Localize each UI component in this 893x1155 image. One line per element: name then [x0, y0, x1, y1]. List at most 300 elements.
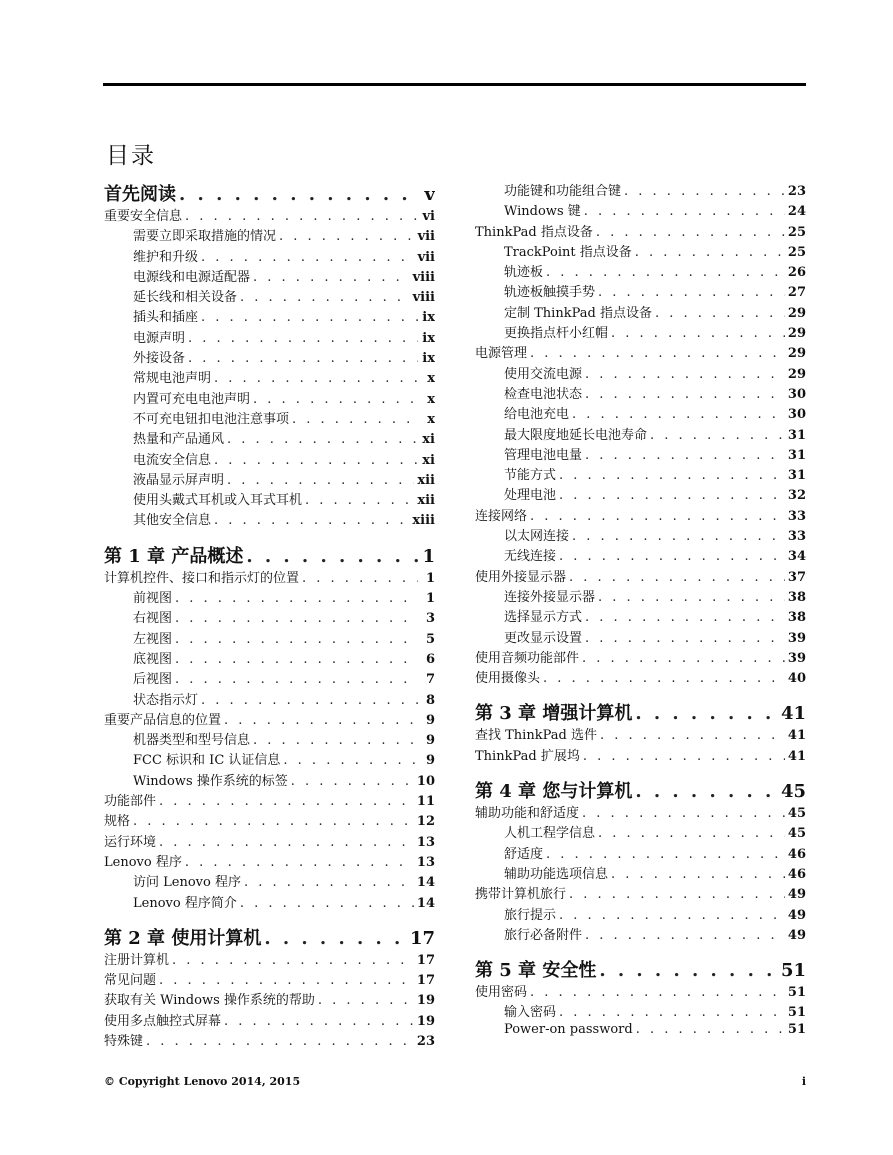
toc-entry-page: x: [427, 411, 435, 427]
toc-entry-page: 12: [416, 814, 435, 830]
toc-entry-title: 使用摄像头: [475, 671, 541, 687]
toc-entry[interactable]: [104, 871, 435, 891]
toc-entry-title: 第 1 章 产品概述: [104, 545, 244, 567]
toc-chapter-entry[interactable]: [104, 924, 435, 949]
toc-entry[interactable]: [104, 607, 435, 627]
dot-leader: [530, 985, 785, 1000]
toc-entry[interactable]: [104, 831, 435, 851]
toc-entry-page: xii: [417, 493, 435, 509]
dot-leader: [240, 290, 410, 305]
toc-entry-page: 31: [787, 447, 806, 463]
toc-entry-title: 右视图: [133, 611, 173, 627]
toc-entry-page: 40: [787, 671, 806, 687]
toc-entry[interactable]: [104, 587, 435, 607]
toc-entry[interactable]: [475, 281, 806, 301]
toc-entry[interactable]: [104, 969, 435, 989]
dot-leader: [188, 331, 418, 346]
dot-leader: [185, 209, 418, 224]
toc-entry-page: 46: [787, 866, 806, 882]
toc-entry-page: 46: [787, 846, 806, 862]
toc-entry-title: 电流安全信息: [133, 452, 212, 468]
dot-leader: [530, 346, 785, 361]
toc-entry-title: 辅助功能和舒适度: [475, 806, 580, 822]
toc-entry[interactable]: [475, 667, 806, 687]
toc-entry-title: 选择显示方式: [504, 610, 583, 626]
toc-entry-title: ThinkPad 扩展坞: [475, 748, 580, 764]
toc-entry[interactable]: [104, 729, 435, 749]
toc-entry[interactable]: [104, 892, 435, 912]
toc-entry[interactable]: [104, 989, 435, 1009]
toc-entry[interactable]: [475, 342, 806, 362]
toc-entry[interactable]: [104, 949, 435, 969]
dot-leader: [175, 672, 418, 687]
toc-entry-page: vii: [417, 229, 435, 245]
dot-leader: [559, 549, 785, 564]
toc-entry-page: 37: [787, 569, 806, 585]
toc-entry-title: 使用多点触控式屏幕: [104, 1013, 222, 1029]
toc-entry-title: 更换指点杆小红帽: [504, 326, 609, 342]
toc-entry-page: 9: [425, 733, 435, 749]
toc-entry[interactable]: [104, 225, 435, 245]
dot-leader: [175, 611, 418, 626]
toc-entry-page: 19: [416, 993, 435, 1009]
toc-entry-title: 外接设备: [133, 351, 186, 367]
dot-leader: [227, 432, 418, 447]
toc-entry-page: 30: [787, 386, 806, 402]
dot-leader: [253, 733, 418, 748]
toc-entry[interactable]: [104, 306, 435, 326]
dot-leader: [264, 928, 407, 949]
toc-entry-page: 1: [425, 570, 435, 586]
toc-entry-page: ix: [422, 310, 435, 326]
toc-entry[interactable]: [475, 1001, 806, 1021]
dot-leader: [635, 703, 778, 724]
toc-entry[interactable]: [104, 668, 435, 688]
toc-entry[interactable]: [475, 383, 806, 403]
toc-entry[interactable]: [475, 904, 806, 924]
toc-entry-title: 左视图: [133, 631, 173, 647]
toc-entry-title: 不可充电钮扣电池注意事项: [133, 411, 290, 427]
dot-leader: [585, 448, 785, 463]
toc-entry-page: 39: [787, 650, 806, 666]
toc-entry-title: 获取有关 Windows 操作系统的帮助: [104, 993, 315, 1009]
dot-leader: [582, 651, 785, 666]
toc-entry-page: 13: [416, 834, 435, 850]
toc-entry[interactable]: [475, 363, 806, 383]
dot-leader: [598, 590, 785, 605]
dot-leader: [201, 250, 415, 265]
dot-leader: [585, 631, 785, 646]
toc-entry[interactable]: [104, 246, 435, 266]
toc-entry-title: TrackPoint 指点设备: [504, 244, 632, 260]
toc-entry-title: Lenovo 程序: [104, 854, 182, 870]
toc-entry[interactable]: [475, 566, 806, 586]
toc-entry[interactable]: [104, 648, 435, 668]
toc-entry-page: 45: [780, 781, 806, 803]
dot-leader: [600, 728, 785, 743]
toc-entry-page: 8: [425, 692, 435, 708]
dot-leader: [291, 774, 414, 789]
toc-chapter-entry[interactable]: [475, 956, 806, 981]
dot-leader: [569, 570, 785, 585]
dot-leader: [179, 184, 418, 205]
toc-entry-title: 舒适度: [504, 846, 544, 862]
toc-entry-title: 需要立即采取措施的情况: [133, 229, 277, 245]
dot-leader: [585, 367, 785, 382]
dot-leader: [175, 632, 418, 647]
dot-leader: [305, 493, 414, 508]
toc-entry-page: 29: [787, 346, 806, 362]
toc-entry-page: 25: [787, 244, 806, 260]
page-title: 目录: [106, 143, 156, 170]
toc-entry-title: 状态指示灯: [133, 692, 199, 708]
toc-entry-title: 轨迹板触摸手势: [504, 285, 596, 301]
toc-entry-page: 23: [787, 184, 806, 199]
toc-entry[interactable]: [104, 347, 435, 367]
toc-entry-page: 38: [787, 610, 806, 626]
dot-leader: [572, 529, 785, 544]
toc-entry-title: 连接外接显示器: [504, 589, 596, 605]
dot-leader: [584, 204, 785, 219]
toc-entry[interactable]: [104, 367, 435, 387]
toc-entry-title: 旅行提示: [504, 907, 557, 923]
dot-leader: [224, 1014, 414, 1029]
toc-entry-title: 规格: [104, 814, 131, 830]
toc-entry-title: 电源线和电源适配器: [133, 269, 251, 285]
toc-entry[interactable]: [475, 1022, 806, 1042]
toc-entry-title: 以太网连接: [504, 529, 570, 545]
toc-entry[interactable]: [104, 709, 435, 729]
dot-leader: [214, 513, 409, 528]
toc-entry[interactable]: [475, 484, 806, 504]
toc-entry[interactable]: [475, 241, 806, 261]
toc-entry-page: 39: [787, 630, 806, 646]
toc-entry[interactable]: [475, 200, 806, 220]
toc-entry-title: 特殊键: [104, 1033, 144, 1049]
toc-entry-page: 51: [787, 985, 806, 1001]
toc-entry-page: ix: [422, 351, 435, 367]
toc-entry-page: 24: [787, 204, 806, 220]
toc-entry[interactable]: [104, 851, 435, 871]
dot-leader: [159, 835, 414, 850]
dot-leader: [559, 908, 785, 923]
toc-entry-page: 1: [425, 591, 435, 607]
toc-entry[interactable]: [475, 221, 806, 241]
toc-chapter-entry[interactable]: [104, 542, 435, 567]
toc-entry-title: 功能部件: [104, 794, 157, 810]
toc-entry-page: 5: [425, 631, 435, 647]
toc-entry[interactable]: [104, 810, 435, 830]
toc-chapter-entry[interactable]: [104, 180, 435, 205]
toc-entry[interactable]: [104, 449, 435, 469]
toc-entry[interactable]: [104, 327, 435, 347]
dot-leader: [585, 610, 785, 625]
toc-entry-page: 33: [787, 508, 806, 524]
dot-leader: [146, 1034, 414, 1049]
dot-leader: [172, 953, 414, 968]
toc-entry-title: Lenovo 程序简介: [133, 895, 237, 911]
toc-entry[interactable]: [104, 628, 435, 648]
toc-entry-page: 45: [787, 826, 806, 842]
dot-leader: [635, 245, 785, 260]
toc-entry-title: 连接网络: [475, 508, 528, 524]
toc-entry-page: 51: [780, 960, 806, 982]
toc-entry-title: 其他安全信息: [133, 513, 212, 529]
toc-entry-page: 19: [416, 1013, 435, 1029]
dot-leader: [253, 270, 410, 285]
dot-leader: [214, 453, 418, 468]
toc-entry-title: 使用密码: [475, 985, 528, 1001]
toc-entry-title: 轨迹板: [504, 265, 544, 281]
toc-entry[interactable]: [475, 822, 806, 842]
toc-entry-page: 51: [787, 1005, 806, 1021]
toc-entry-page: 41: [787, 728, 806, 744]
header-rule: [103, 83, 806, 86]
toc-entry[interactable]: [475, 883, 806, 903]
toc-entry[interactable]: [104, 770, 435, 790]
toc-entry[interactable]: [104, 489, 435, 509]
toc-entry[interactable]: [104, 1010, 435, 1030]
toc-entry-page: 38: [787, 589, 806, 605]
toc-entry-title: 维护和升级: [133, 249, 199, 265]
toc-entry[interactable]: [475, 424, 806, 444]
toc-entry-page: 31: [787, 468, 806, 484]
toc-entry[interactable]: [475, 586, 806, 606]
toc-entry-page: xii: [417, 472, 435, 488]
toc-chapter-entry[interactable]: [475, 699, 806, 724]
toc-entry-page: 29: [787, 305, 806, 321]
toc-entry-title: 内置可充电电池声明: [133, 391, 251, 407]
toc-entry-page: vii: [417, 249, 435, 265]
toc-entry-page: xiii: [412, 513, 435, 529]
toc-entry[interactable]: [475, 802, 806, 822]
dot-leader: [611, 326, 785, 341]
dot-leader: [175, 652, 418, 667]
dot-leader: [559, 488, 785, 503]
toc-entry[interactable]: [475, 843, 806, 863]
dot-leader: [599, 960, 778, 981]
toc-entry-page: ix: [422, 330, 435, 346]
toc-entry-title: 使用外接显示器: [475, 569, 567, 585]
dot-leader: [655, 306, 785, 321]
dot-leader: [624, 184, 785, 199]
toc-entry-title: 输入密码: [504, 1005, 557, 1021]
dot-leader: [292, 412, 418, 427]
toc-entry-page: x: [427, 391, 435, 407]
toc-entry-title: FCC 标识和 IC 认证信息: [133, 753, 281, 769]
dot-leader: [596, 225, 785, 240]
toc-entry-title: 电源声明: [133, 330, 186, 346]
toc-entry-title: 检查电池状态: [504, 386, 583, 402]
toc-entry-title: ThinkPad 指点设备: [475, 224, 593, 240]
toc-entry[interactable]: [475, 302, 806, 322]
toc-entry-title: 后视图: [133, 672, 173, 688]
toc-entry[interactable]: [475, 464, 806, 484]
dot-leader: [559, 1005, 785, 1020]
toc-entry-title: 携带计算机旅行: [475, 887, 567, 903]
toc-entry-title: 无线连接: [504, 549, 557, 565]
dot-leader: [240, 896, 414, 911]
toc-entry-page: 33: [787, 529, 806, 545]
toc-entry[interactable]: [475, 545, 806, 565]
toc-entry-page: 41: [787, 748, 806, 764]
toc-entry-title: 运行环境: [104, 834, 157, 850]
dot-leader: [279, 229, 415, 244]
toc-entry-page: xi: [422, 432, 435, 448]
toc-entry-title: 第 5 章 安全性: [475, 960, 597, 982]
dot-leader: [224, 713, 418, 728]
toc-entry-page: 17: [409, 927, 435, 949]
page-number: i: [801, 1075, 806, 1088]
toc-entry-page: 1: [422, 545, 435, 567]
dot-leader: [201, 693, 418, 708]
toc-entry-title: 给电池充电: [504, 407, 570, 423]
toc-entry[interactable]: [475, 403, 806, 423]
toc-entry-page: x: [427, 371, 435, 387]
toc-entry[interactable]: [475, 627, 806, 647]
toc-entry-page: vi: [422, 209, 435, 224]
toc-entry[interactable]: [104, 286, 435, 306]
toc-entry-title: 重要安全信息: [104, 209, 183, 224]
toc-entry-title: 最大限度地延长电池寿命: [504, 427, 648, 443]
toc-entry[interactable]: [475, 505, 806, 525]
dot-leader: [318, 993, 414, 1008]
dot-leader: [582, 806, 785, 821]
dot-leader: [188, 351, 418, 366]
toc-entry[interactable]: [475, 863, 806, 883]
toc-entry-page: 23: [416, 1033, 435, 1049]
toc-entry-title: 第 4 章 您与计算机: [475, 781, 633, 803]
toc-entry[interactable]: [104, 509, 435, 529]
toc-entry-title: 机器类型和型号信息: [133, 733, 251, 749]
toc-entry-page: 26: [787, 265, 806, 281]
toc-entry-title: 第 3 章 增强计算机: [475, 703, 633, 725]
toc-entry-page: 13: [416, 854, 435, 870]
dot-leader: [283, 753, 418, 768]
toc-entry-page: 29: [787, 366, 806, 382]
dot-leader: [543, 671, 785, 686]
toc-entry[interactable]: [104, 790, 435, 810]
dot-leader: [201, 310, 418, 325]
toc-entry[interactable]: [475, 606, 806, 626]
dot-leader: [569, 887, 785, 902]
toc-entry-title: 常见问题: [104, 973, 157, 989]
toc-entry-page: 49: [787, 887, 806, 903]
toc-entry-page: 17: [416, 973, 435, 989]
dot-leader: [583, 749, 785, 764]
toc-entry[interactable]: [104, 388, 435, 408]
toc-entry-title: 使用头戴式耳机或入耳式耳机: [133, 493, 303, 509]
toc-entry-page: 10: [416, 773, 435, 789]
toc-entry[interactable]: [104, 266, 435, 286]
toc-entry[interactable]: [475, 924, 806, 944]
toc-entry-title: 注册计算机: [104, 952, 170, 968]
toc-entry-page: viii: [412, 269, 435, 285]
toc-entry-page: 14: [416, 875, 435, 891]
toc-entry[interactable]: [104, 1030, 435, 1050]
toc-entry-title: 计算机控件、接口和指示灯的位置: [104, 570, 300, 586]
toc-entry-page: 34: [787, 549, 806, 565]
toc-entry-page: 9: [425, 712, 435, 728]
toc-entry[interactable]: [475, 261, 806, 281]
dot-leader: [175, 591, 418, 606]
toc-entry[interactable]: [104, 567, 435, 587]
toc-entry-title: 使用交流电源: [504, 366, 583, 382]
toc-entry-title: 底视图: [133, 651, 173, 667]
toc-entry-title: 前视图: [133, 591, 173, 607]
toc-entry-title: 热量和产品通风: [133, 432, 225, 448]
toc-entry[interactable]: [104, 749, 435, 769]
toc-entry-title: 辅助功能选项信息: [504, 866, 609, 882]
toc-entry[interactable]: [475, 444, 806, 464]
toc-entry-page: xi: [422, 452, 435, 468]
toc-entry-title: Power-on password: [504, 1021, 633, 1037]
toc-entry-page: 7: [425, 672, 435, 688]
toc-entry-page: 3: [425, 611, 435, 627]
dot-leader: [246, 546, 418, 567]
toc-entry-title: 节能方式: [504, 468, 557, 484]
toc-entry-page: 27: [787, 285, 806, 301]
toc-entry[interactable]: [475, 724, 806, 744]
dot-leader: [159, 794, 414, 809]
toc-entry-title: 更改显示设置: [504, 630, 583, 646]
toc-column-right: [475, 180, 806, 1042]
dot-leader: [546, 847, 785, 862]
toc-entry-title: 插头和插座: [133, 310, 199, 326]
toc-entry-title: Windows 操作系统的标签: [133, 773, 288, 789]
toc-entry-title: 第 2 章 使用计算机: [104, 927, 262, 949]
toc-entry-title: 液晶显示屏声明: [133, 472, 225, 488]
dot-leader: [253, 392, 418, 407]
dot-leader: [650, 428, 785, 443]
toc-entry[interactable]: [475, 525, 806, 545]
toc-entry-title: 管理电池电量: [504, 447, 583, 463]
toc-entry-page: 14: [416, 895, 435, 911]
toc-entry[interactable]: [104, 469, 435, 489]
dot-leader: [546, 265, 785, 280]
toc-entry[interactable]: [104, 689, 435, 709]
toc-entry-page: 41: [780, 703, 806, 725]
toc-entry[interactable]: [104, 205, 435, 225]
dot-leader: [159, 973, 414, 988]
toc-entry-page: 9: [425, 753, 435, 769]
dot-leader: [133, 814, 414, 829]
toc-entry[interactable]: [475, 981, 806, 1001]
dot-leader: [302, 571, 418, 586]
toc-entry[interactable]: [475, 180, 806, 200]
toc-entry-title: 首先阅读: [104, 184, 176, 205]
toc-entry[interactable]: [475, 745, 806, 765]
toc-entry-page: 25: [787, 224, 806, 240]
dot-leader: [530, 509, 785, 524]
toc-entry-title: 延长线和相关设备: [133, 290, 238, 306]
dot-leader: [598, 826, 785, 841]
dot-leader: [635, 781, 778, 802]
toc-entry-page: 29: [787, 326, 806, 342]
toc-column-left: [104, 180, 435, 1050]
dot-leader: [185, 855, 414, 870]
toc-entry[interactable]: [104, 428, 435, 448]
dot-leader: [227, 473, 414, 488]
toc-entry[interactable]: [475, 647, 806, 667]
toc-entry[interactable]: [475, 322, 806, 342]
toc-entry[interactable]: [104, 408, 435, 428]
toc-entry-page: 49: [787, 927, 806, 943]
toc-chapter-entry[interactable]: [475, 777, 806, 802]
toc-entry-title: 旅行必备附件: [504, 927, 583, 943]
toc-entry-title: 处理电池: [504, 488, 557, 504]
toc-entry-page: 31: [787, 427, 806, 443]
